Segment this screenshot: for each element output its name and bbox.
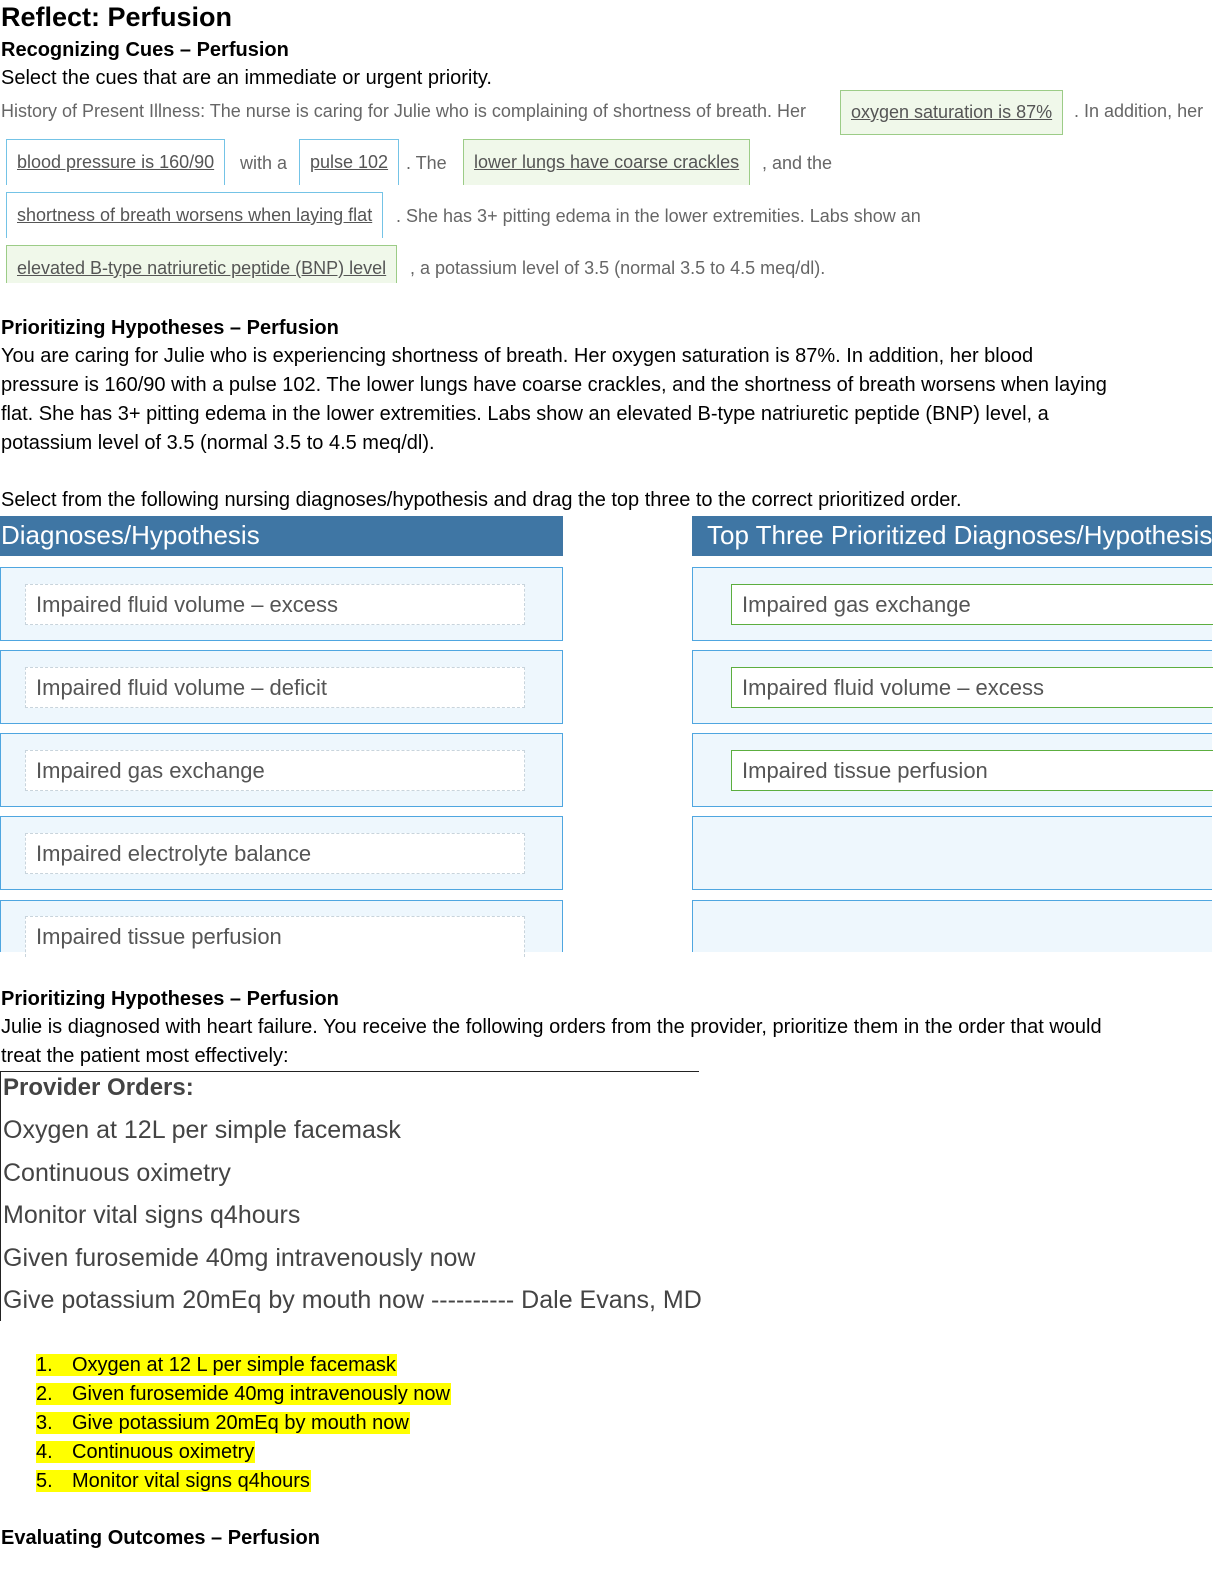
answer-text: Monitor vital signs q4hours bbox=[72, 1470, 310, 1492]
section-heading-prioritizing-orders: Prioritizing Hypotheses – Perfusion bbox=[1, 988, 339, 1010]
priority-slot-4[interactable] bbox=[692, 816, 1212, 890]
case-paragraph-line: flat. She has 3+ pitting edema in the lower extremities. Labs show an elevated B-type natriuretic peptide (BNP) level, a bbox=[1, 403, 1049, 425]
option-fluid-deficit[interactable]: Impaired fluid volume – deficit bbox=[25, 667, 525, 708]
option-fluid-excess[interactable]: Impaired fluid volume – excess bbox=[25, 584, 525, 625]
answer-text: Oxygen at 12 L per simple facemask bbox=[72, 1354, 396, 1376]
answer-item bbox=[36, 1381, 451, 1407]
priority-slot-5[interactable] bbox=[692, 900, 1212, 952]
provider-orders-box bbox=[0, 1071, 702, 1321]
order-item: Monitor vital signs q4hours bbox=[3, 1201, 301, 1229]
answer-text: Give potassium 20mEq by mouth now bbox=[72, 1412, 409, 1434]
orders-paragraph-line: treat the patient most effectively: bbox=[1, 1045, 289, 1067]
placed-fluid-excess[interactable]: Impaired fluid volume – excess bbox=[731, 667, 1213, 708]
cue-bnp-level[interactable]: elevated B-type natriuretic peptide (BNP) level bbox=[6, 245, 397, 283]
case-paragraph-line: pressure is 160/90 with a pulse 102. The lower lungs have coarse crackles, and the shortness of breath worsens when laying bbox=[1, 374, 1107, 396]
option-slot bbox=[0, 650, 563, 724]
orders-paragraph-line: Julie is diagnosed with heart failure. You receive the following orders from the provider, prioritize them in the order that would bbox=[1, 1016, 1102, 1038]
option-slot bbox=[0, 816, 563, 890]
option-slot bbox=[0, 733, 563, 807]
case-paragraph-line: You are caring for Julie who is experiencing shortness of breath. Her oxygen saturation is 87%. In addition, her blood bbox=[1, 345, 1034, 367]
cues-instruction: Select the cues that are an immediate or urgent priority. bbox=[1, 67, 492, 89]
cue-passage-text: . The bbox=[406, 153, 447, 173]
answer-number: 1. bbox=[36, 1354, 53, 1376]
cue-passage-text: , and the bbox=[762, 153, 833, 173]
cue-passage-text: History of Present Illness: The nurse is caring for Julie who is complaining of shortness of breath. Her bbox=[1, 101, 807, 121]
cue-shortness-of-breath[interactable]: shortness of breath worsens when laying flat bbox=[6, 192, 383, 238]
answer-number: 4. bbox=[36, 1441, 53, 1463]
option-tissue-perfusion[interactable]: Impaired tissue perfusion bbox=[25, 916, 525, 957]
priority-slot-3[interactable] bbox=[692, 733, 1212, 807]
answer-number: 5. bbox=[36, 1470, 53, 1492]
option-slot bbox=[0, 567, 563, 641]
priority-slot-2[interactable] bbox=[692, 650, 1212, 724]
order-item: Continuous oximetry bbox=[3, 1159, 231, 1187]
order-item: Give potassium 20mEq by mouth now ---------- Dale Evans, MD bbox=[3, 1286, 702, 1314]
answer-text: Continuous oximetry bbox=[72, 1441, 255, 1463]
cue-passage-text: . She has 3+ pitting edema in the lower extremities. Labs show an bbox=[396, 206, 921, 226]
cue-pulse[interactable]: pulse 102 bbox=[299, 139, 399, 185]
placed-gas-exchange[interactable]: Impaired gas exchange bbox=[731, 584, 1213, 625]
answer-item bbox=[36, 1439, 255, 1465]
section-heading-evaluating-outcomes: Evaluating Outcomes – Perfusion bbox=[1, 1527, 320, 1549]
answer-item bbox=[36, 1410, 410, 1436]
section-heading-recognizing-cues: Recognizing Cues – Perfusion bbox=[1, 39, 289, 61]
provider-orders-title: Provider Orders: bbox=[3, 1074, 194, 1101]
order-item: Given furosemide 40mg intravenously now bbox=[3, 1244, 476, 1272]
cue-blood-pressure[interactable]: blood pressure is 160/90 bbox=[6, 139, 225, 185]
section-heading-prioritizing-hypotheses: Prioritizing Hypotheses – Perfusion bbox=[1, 317, 339, 339]
answer-item bbox=[36, 1352, 397, 1378]
answer-number: 3. bbox=[36, 1412, 53, 1434]
diagnoses-panel-header: Diagnoses/Hypothesis bbox=[0, 516, 563, 556]
page-title: Reflect: Perfusion bbox=[1, 2, 233, 32]
answer-item bbox=[36, 1468, 311, 1494]
cue-oxygen-saturation[interactable]: oxygen saturation is 87% bbox=[840, 90, 1063, 135]
option-slot bbox=[0, 900, 563, 952]
cue-lower-lungs-crackles[interactable]: lower lungs have coarse crackles bbox=[463, 139, 750, 185]
prioritized-panel-header: Top Three Prioritized Diagnoses/Hypothesis bbox=[692, 516, 1212, 556]
option-electrolyte-balance[interactable]: Impaired electrolyte balance bbox=[25, 833, 525, 874]
placed-tissue-perfusion[interactable]: Impaired tissue perfusion bbox=[731, 750, 1213, 791]
answer-number: 2. bbox=[36, 1383, 53, 1405]
cue-passage-text: , a potassium level of 3.5 (normal 3.5 to 4.5 meq/dl). bbox=[410, 258, 826, 278]
case-paragraph-line: potassium level of 3.5 (normal 3.5 to 4.5 meq/dl). bbox=[1, 432, 435, 454]
answer-text: Given furosemide 40mg intravenously now bbox=[72, 1383, 450, 1405]
cue-passage-text: with a bbox=[240, 153, 288, 173]
cue-passage-text: . In addition, her bbox=[1074, 101, 1204, 121]
priority-slot-1[interactable] bbox=[692, 567, 1212, 641]
drag-instruction: Select from the following nursing diagnoses/hypothesis and drag the top three to the correct prioritized order. bbox=[1, 489, 962, 511]
option-gas-exchange[interactable]: Impaired gas exchange bbox=[25, 750, 525, 791]
order-item: Oxygen at 12L per simple facemask bbox=[3, 1116, 401, 1144]
